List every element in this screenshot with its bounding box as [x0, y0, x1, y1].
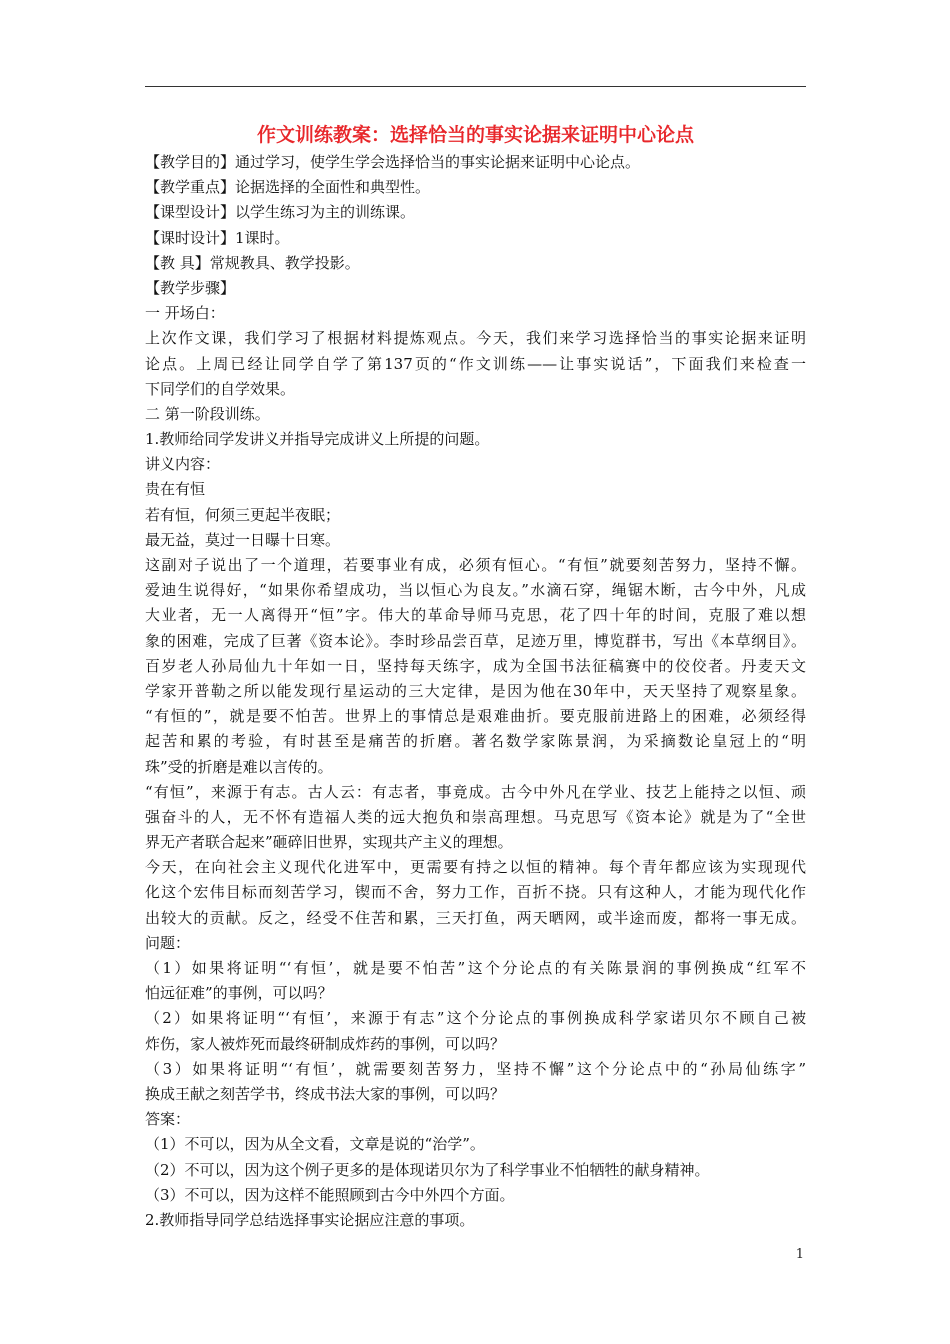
paragraph-line: 珠”受的折磨是难以言传的。	[145, 757, 333, 776]
paragraph-line: 起苦和累的考验，有时甚至是痛苦的折磨。著名数学家陈景润，为采摘数论皇冠上的“明	[145, 732, 806, 751]
document-body	[145, 150, 806, 1233]
section-heading-stage-one: 二 第一阶段训练。	[145, 404, 270, 423]
handout-title: 贵在有恒	[145, 480, 206, 499]
question-line: 换成王献之刻苦学书，终成书法大家的事例，可以吗？	[145, 1084, 506, 1103]
question-line: （2）如果将证明“‘有恒’，来源于有志”这个分论点的事例换成科学家诺贝尔不顾自己被	[145, 1009, 806, 1028]
paragraph-line: 界无产者联合起来”砸碎旧世界，实现共产主义的理想。	[145, 833, 513, 852]
paragraph-line: 象的困难，完成了巨著《资本论》。李时珍品尝百草，足迹万里，博览群书，写出《本草纲目》。	[145, 631, 806, 650]
header-rule	[145, 86, 806, 87]
paragraph-line: 这副对子说出了一个道理，若要事业有成，必须有恒心。“有恒”就要刻苦努力，坚持不懈。	[145, 556, 806, 574]
paragraph-line: “有恒的”，就是要不怕苦。世界上的事情总是艰难曲折。要克服前进路上的困难，必须经得	[145, 707, 806, 726]
paragraph-line: 今天，在向社会主义现代化进军中，更需要有持之以恒的精神。每个青年都应该为实现现代	[145, 858, 806, 877]
line-lesson-type: 【课型设计】以学生练习为主的训练课。	[145, 203, 416, 222]
couplet-line: 最无益，莫过一日曝十日寒。	[145, 530, 341, 549]
line-teaching-goal: 【教学目的】通过学习，使学生学会选择恰当的事实论据来证明中心论点。	[145, 153, 641, 171]
questions-label: 问题：	[145, 933, 191, 952]
answer-line: （2）不可以，因为这个例子更多的是体现诺贝尔为了科学事业不怕牺牲的献身精神。	[145, 1160, 710, 1179]
question-line: 炸伤，家人被炸死而最终研制成炸药的事例，可以吗？	[145, 1034, 506, 1053]
line-lesson-hours: 【课时设计】1课时。	[145, 228, 290, 247]
line-teaching-tools: 【教 具】常规教具、教学投影。	[145, 253, 360, 272]
paragraph-line: 爱迪生说得好，“如果你希望成功，当以恒心为良友。”水滴石穿，绳锯木断，古今中外，凡成	[145, 581, 806, 600]
line-teaching-steps: 【教学步骤】	[145, 278, 236, 297]
step-one-line: 1.教师给同学发讲义并指导完成讲义上所提的问题。	[145, 430, 490, 449]
question-line: （1）如果将证明“‘有恒’，就是要不怕苦”这个分论点的有关陈景润的事例换成“红军不	[145, 959, 806, 977]
line-teaching-focus: 【教学重点】论据选择的全面性和典型性。	[145, 178, 431, 197]
handout-label: 讲义内容：	[145, 455, 221, 474]
paragraph-line: 百岁老人孙局仙九十年如一日，坚持每天练字，成为全国书法征稿赛中的佼佼者。丹麦天文	[145, 656, 806, 675]
paragraph-line: “有恒”，来源于有志。古人云：有志者，事竟成。古今中外凡在学业、技艺上能持之以恒、顽	[145, 782, 806, 801]
answers-label: 答案：	[145, 1110, 191, 1129]
document-title: 作文训练教案：选择恰当的事实论据来证明中心论点	[256, 124, 694, 146]
section-heading-opening: 一 开场白：	[145, 304, 225, 323]
answer-line: （3）不可以，因为这样不能照顾到古今中外四个方面。	[145, 1185, 515, 1204]
paragraph-line: 上次作文课，我们学习了根据材料提炼观点。今天，我们来学习选择恰当的事实论据来证明	[145, 329, 806, 348]
step-two-line: 2.教师指导同学总结选择事实论据应注意的事项。	[145, 1210, 475, 1229]
paragraph-line: 下同学们的自学效果。	[145, 379, 296, 398]
question-line: （3）如果将证明“‘有恒’，就需要刻苦努力，坚持不懈”这个分论点中的“孙局仙练字”	[145, 1059, 806, 1078]
question-line: 怕远征难”的事例，可以吗？	[145, 984, 333, 1003]
paragraph-line: 强奋斗的人，无不怀有造福人类的远大抱负和崇高理想。马克思写《资本论》就是为了“全世	[145, 807, 806, 826]
page-number: 1	[795, 1247, 804, 1262]
paragraph-line: 论点。上周已经让同学自学了第137页的“作文训练——让事实说话”，下面我们来检查一	[145, 354, 806, 373]
paragraph-line: 大业者，无一人离得开“恒”字。伟大的革命导师马克思，花了四十年的时间，克服了难以想	[145, 606, 806, 625]
paragraph-line: 出较大的贡献。反之，经受不住苦和累，三天打鱼，两天晒网，或半途而废，都将一事无成。	[145, 908, 806, 927]
paragraph-line: 化这个宏伟目标而刻苦学习，锲而不舍，努力工作，百折不挠。只有这种人，才能为现代化作	[145, 883, 806, 902]
answer-line: （1）不可以，因为从全文看，文章是说的“治学”。	[145, 1135, 485, 1154]
couplet-line: 若有恒，何须三更起半夜眠；	[145, 505, 341, 524]
paragraph-line: 学家开普勒之所以能发现行星运动的三大定律，是因为他在30年中，天天坚持了观察星象。	[145, 681, 806, 700]
